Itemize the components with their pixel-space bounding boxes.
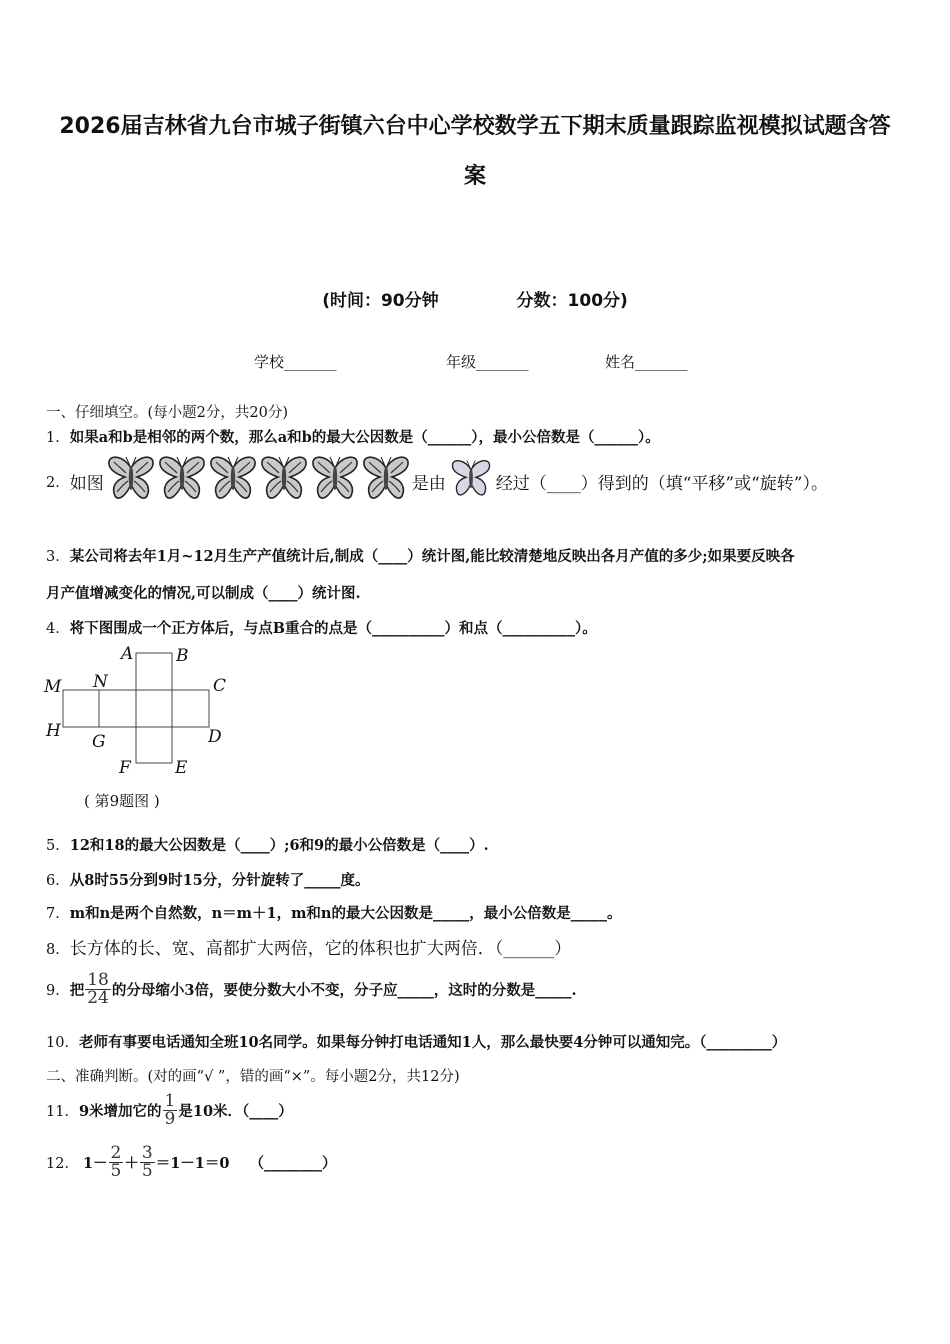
question-number: 2． xyxy=(46,474,70,491)
point-label-e: E xyxy=(175,758,188,778)
question-8 xyxy=(46,934,571,959)
question-1 xyxy=(46,426,660,447)
point-label-b: B xyxy=(176,646,189,666)
question-text-suffix: 经过（____）得到的（填“平移”或“旋转”）。 xyxy=(495,473,828,494)
point-label-m: M xyxy=(44,677,62,697)
question-number: 10． xyxy=(46,1035,79,1051)
question-7 xyxy=(46,902,621,923)
section2-header: 二、准确判断。(对的画“√ ”，错的画“×”。每小题2分，共12分) xyxy=(46,1069,460,1085)
butterfly-icon xyxy=(262,457,306,498)
fraction-2-5: $\frac{2}{5}$ xyxy=(110,1142,122,1181)
exam-title-line2: 案 xyxy=(463,164,486,189)
expression-start: 1－ xyxy=(82,1154,108,1172)
question-9 xyxy=(46,968,577,1010)
question-12 xyxy=(46,1140,336,1184)
point-label-a: A xyxy=(121,644,134,664)
plus-sign: ＋ xyxy=(124,1154,139,1172)
question-10 xyxy=(46,1031,786,1052)
question-text: 老师有事要电话通知全班10名同学。如果每分钟打电话通知1人，那么最快要4分钟可以通知完。（_________） xyxy=(78,1034,787,1051)
question-text: 如果a和b是相邻的两个数，那么a和b的最大公因数是（______），最小公倍数是（______）。 xyxy=(69,429,660,446)
question-text-middle: 是由 xyxy=(411,473,446,494)
exam-title-line1: 2026届吉林省九台市城子街镇六台中心学校数学五下期末质量跟踪监视模拟试题含答 xyxy=(59,114,891,139)
question-text-prefix: 9米增加它的 xyxy=(78,1102,162,1120)
question-3-line1 xyxy=(46,545,795,566)
answer-blank: （________） xyxy=(249,1154,337,1172)
exam-meta xyxy=(0,286,950,311)
point-label-g: G xyxy=(92,732,106,752)
fraction-18-24: $\frac{18}{24}$ xyxy=(87,969,109,1008)
question-text-prefix: 如图 xyxy=(69,473,104,494)
question-text: 12和18的最大公因数是（____）;6和9的最小公倍数是（____）. xyxy=(69,837,489,854)
butterfly-row-image xyxy=(106,454,412,508)
butterfly-icon xyxy=(313,457,357,498)
net-square-bottom xyxy=(136,727,172,763)
question-text-prefix: 把 xyxy=(69,981,85,999)
question-text: 长方体的长、宽、高都扩大两倍，它的体积也扩大两倍．（______） xyxy=(69,939,572,959)
figure-caption: ( 第9题图 ) xyxy=(84,792,160,810)
question-11 xyxy=(46,1090,293,1130)
question-number: 3． xyxy=(46,549,70,565)
butterfly-icon xyxy=(211,457,255,498)
single-butterfly-image xyxy=(450,454,492,508)
question-number: 4． xyxy=(46,621,70,637)
butterfly-icon xyxy=(160,457,204,498)
question-text: m和n是两个自然数，n＝m＋1，m和n的最大公因数是_____，最小公倍数是_____。 xyxy=(69,905,622,922)
fraction-1-9: $\frac{1}{9}$ xyxy=(164,1090,176,1129)
question-number: 9． xyxy=(46,982,70,999)
time-label: (时间：90分钟 xyxy=(322,291,439,311)
fraction-3-5: $\frac{3}{5}$ xyxy=(141,1142,153,1181)
section1-header: 一、仔细填空。(每小题2分，共20分) xyxy=(46,405,288,421)
question-2 xyxy=(46,456,828,506)
question-number: 7． xyxy=(46,906,70,922)
question-text-suffix: 是10米．（____） xyxy=(178,1102,293,1120)
point-label-n: N xyxy=(93,672,108,692)
question-4 xyxy=(46,617,597,638)
score-label: 分数：100分) xyxy=(516,291,628,311)
question-number: 5． xyxy=(46,838,70,854)
school-field: 学校_______ xyxy=(254,353,337,371)
point-label-c: C xyxy=(213,676,227,696)
question-number: 11． xyxy=(46,1103,79,1120)
net-square-1 xyxy=(63,690,99,727)
net-square-3 xyxy=(136,690,172,727)
butterfly-icon xyxy=(109,457,153,498)
net-square-top xyxy=(136,653,172,690)
grade-field: 年级_______ xyxy=(446,353,529,371)
question-number: 1． xyxy=(46,430,70,446)
question-number: 12． xyxy=(46,1155,79,1172)
name-field: 姓名_______ xyxy=(605,353,688,371)
net-square-2 xyxy=(99,690,136,727)
question-text: 从8时55分到9时15分，分针旋转了_____度。 xyxy=(69,872,370,889)
expression-rest: ＝1－1＝0 xyxy=(155,1154,230,1172)
question-text-suffix: 的分母缩小3倍，要使分数大小不变，分子应_____，这时的分数是_____. xyxy=(111,981,577,999)
question-text: 某公司将去年1月~12月生产产值统计后,制成（____）统计图,能比较清楚地反映出各月产值的多少;如果要反映各 xyxy=(69,548,795,565)
cube-net-figure xyxy=(40,640,240,815)
question-number: 6． xyxy=(46,873,70,889)
question-5 xyxy=(46,834,489,855)
butterfly-icon xyxy=(364,457,408,498)
point-label-d: D xyxy=(208,727,222,747)
question-number: 8． xyxy=(46,942,70,958)
point-label-f: F xyxy=(119,758,131,778)
question-3-line2: 月产值增减变化的情况,可以制成（____）统计图. xyxy=(46,585,361,602)
point-label-h: H xyxy=(46,721,61,741)
net-square-4 xyxy=(172,690,209,727)
question-text: 将下图围成一个正方体后，与点B重合的点是（__________）和点（__________）。 xyxy=(69,620,597,637)
question-6 xyxy=(46,869,370,890)
